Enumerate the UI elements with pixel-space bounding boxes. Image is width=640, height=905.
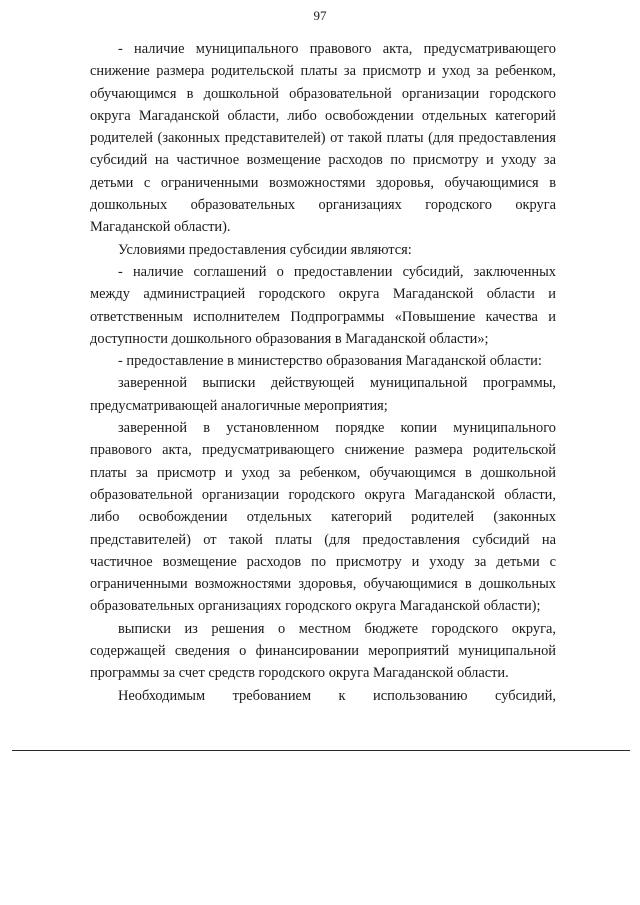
- paragraph-budget-extract: выписки из решения о местном бюджете городского округа, содержащей сведения о финансировании мероприятий муниципальной программы за счет средств городского округа Магаданской области.: [90, 620, 556, 682]
- document-body: [90, 38, 556, 707]
- paragraph-submission-to-ministry: - предоставление в министерство образования Магаданской области:: [118, 353, 542, 370]
- paragraph-requirement: Необходимым требованием к использованию субсидий,: [118, 687, 556, 704]
- page-number: 97: [313, 8, 327, 23]
- paragraph-program-extract: заверенной выписки действующей муниципальной программы, предусматривающей аналогичные мероприятия;: [90, 375, 556, 414]
- paragraph-legal-act-condition: - наличие муниципального правового акта, предусматривающего снижение размера родительской платы за присмотр и уход за ребенком, обучающимся в дошкольной образовательной организации городского округа Магаданской области, либо освобождении отдельных категорий родителей (законных представителей) от такой платы (для предоставления субсидий на частичное возмещение расходов по присмотру и уходу за детьми с ограниченными возможностями здоровья, обучающимися в дошкольных образовательных организациях городского округа Магаданской области).: [90, 41, 556, 236]
- paragraph-conditions-heading: Условиями предоставления субсидии являются:: [118, 241, 412, 258]
- paragraph-agreements: - наличие соглашений о предоставлении субсидий, заключенных между администрацией городского округа Магаданской области и ответственным исполнителем Подпрограммы «Повышение качества и доступности дошкольного образования в Магаданской области»;: [90, 263, 556, 347]
- paragraph-legal-act-copy: заверенной в установленном порядке копии муниципального правового акта, предусматривающего снижение размера родительской платы за присмотр и уход за ребенком, обучающимся в дошкольной образовательной организации городского округа Магаданской области, либо освобождении отдельных категорий родителей (законных представителей) от такой платы (для предоставления субсидий на частичное возмещение расходов по присмотру и уходу за детьми с ограниченными возможностями здоровья, обучающимися в дошкольных образовательных организациях городского округа Магаданской области);: [90, 420, 556, 615]
- footer-divider: [12, 750, 630, 751]
